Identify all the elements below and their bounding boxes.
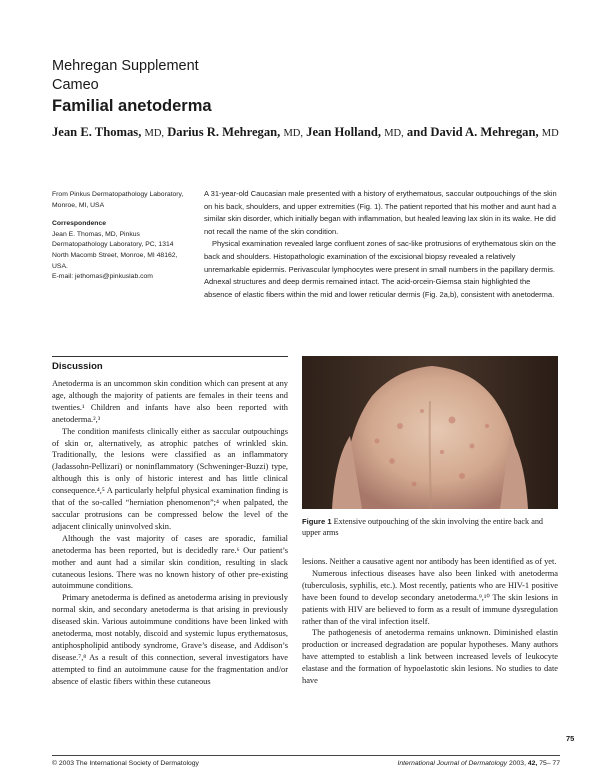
supplement-kicker: Mehregan Supplement (52, 58, 199, 74)
section-kicker: Cameo (52, 77, 99, 93)
figure-caption (302, 516, 558, 538)
footer-journal: International Journal of Dermatology (397, 760, 508, 767)
author-list (52, 125, 559, 140)
correspondence-line: USA. (52, 262, 68, 270)
body-paragraph: Anetoderma is an uncommon skin condition which can present at any age, although the majority of patients are females in their teens and twenties.¹ Children and infants have also been reported with anetoderma.²,³ (52, 379, 288, 424)
clinical-photo (302, 356, 558, 509)
body-paragraph: Primary anetoderma is defined as anetoderma arising in previously normal skin, and secondary anetoderma is that arising in previously diseased skin. Various autoimmune conditions have been linked with anetoderma, most notably, discoid and systemic lupus erythematosus, antiphospholipid antibody syndrome, Grave’s disease, and Addison’s disease.⁷,⁸ As a result of this connection, several investigators have attempted to find an autoimmune cause for the fragmentation and/or absence of elastic fibers within these cutaneous (52, 593, 288, 686)
clinical-photo-illustration (302, 356, 558, 509)
author-name: Jean E. Thomas, (52, 125, 142, 139)
author-name: Darius R. Mehregan, (167, 125, 281, 139)
affiliation-from: From Pinkus Dermatopathology Laboratory, Monroe, MI, USA (52, 191, 184, 209)
correspondence-line: Dermatopathology Laboratory, PC, 1314 (52, 241, 174, 249)
article-title: Familial anetoderma (52, 97, 212, 115)
body-paragraph: Numerous infectious diseases have also been linked with anetoderma (tuberculosis, syphilis, etc.). Most recently, patients who are HIV-1 positive have been found to develop secondary anetoderma.⁹,¹⁰ The skin lesions in patients with HIV are believed to form as a result of immune dysregulation rather than of the viral infection itself. (302, 568, 558, 626)
author-degree: MD, (144, 128, 165, 139)
author-degree: MD (541, 128, 559, 139)
correspondence-heading: Correspondence (52, 220, 107, 228)
author-degree: MD, (384, 128, 404, 139)
body-paragraph: lesions. Neither a causative agent nor antibody has been identified as of yet. (302, 557, 557, 566)
discussion-heading: Discussion (52, 361, 103, 372)
footer-copyright: © 2003 The International Society of Dermatology (52, 760, 199, 767)
footer-year: 2003, (508, 760, 526, 767)
figure-caption-text: Extensive outpouching of the skin involving the entire back and upper arms (302, 517, 544, 537)
author-degree: MD, (283, 128, 304, 139)
discussion-column-left (52, 378, 288, 688)
footer-pages: 75– 77 (539, 760, 560, 767)
body-paragraph: The condition manifests clinically either as saccular outpouchings of skin or, alternatively, as atrophic patches of wrinkled skin. Traditionally, the lesions were classified as an inflammatory (Jadassohn-Pellizari) or noninflammatory (Schweninger-Buzzi) type, although this is only of historic interest and has little clinical consequence.⁴,⁵ A particularly helpful physical examination finding is that of the so-called “herniation phenomenon”;⁴ when palpated, the saccular protrusions can be compressed below the level of the adjacent clinically uninvolved skin. (52, 426, 288, 531)
body-paragraph: The pathogenesis of anetoderma remains unknown. Diminished elastin production or increased degradation are popular hypotheses. Many authors have attempted to establish a link between increased levels of leukocyte elastase and the formation of hypoelastotic skin lesions. No studies to date have (302, 628, 558, 686)
footer-volume: 42, (527, 760, 538, 767)
body-paragraph: Although the vast majority of cases are sporadic, familial anetoderma has been reported, but is decidedly rare.⁶ Our patient’s mother and aunt had a similar skin condition, resulting in slack cutaneous lesions. There was no known history of other pre-existing autoimmune conditions. (52, 533, 288, 591)
affiliation-block (52, 190, 202, 283)
author-name: Jean Holland, (306, 125, 382, 139)
figure-label: Figure 1 (302, 517, 332, 526)
correspondence-line: North Macomb Street, Monroe, MI 48162, (52, 251, 178, 259)
case-abstract (204, 188, 559, 301)
footer-citation (360, 760, 560, 767)
footer-divider (52, 755, 560, 756)
correspondence-email: E-mail: jethomas@pinkuslab.com (52, 273, 153, 281)
abstract-paragraph: A 31-year-old Caucasian male presented with a history of erythematous, saccular outpouchings of the skin on his back, shoulders, and upper extremities (Fig. 1). The patient reported that his mother and aunt had a similar skin disorder, which initially began with inflammation, but healed leaving lax skin in its wake. He did not recall the name of the skin condition. (204, 189, 557, 236)
section-divider (52, 356, 288, 357)
page-number: 75 (566, 734, 575, 743)
author-name: and David A. Mehregan, (406, 125, 539, 139)
abstract-paragraph: Physical examination revealed large confluent zones of sac-like protrusions of erythematous skin on the back and shoulders. Histopathologic examination of the excisional biopsy revealed a relatively unremarkable epidermis. Perivascular lymphocytes were present in small numbers in the papillary dermis. Adnexal structures and deep dermis remained intact. The acid-orcein-Giemsa stain highlighted the absence of elastic fibers within the mid and lower reticular dermis (Fig. 2a,b), consistent with anetoderma. (204, 239, 556, 299)
discussion-column-right (302, 556, 558, 687)
correspondence-line: Jean E. Thomas, MD, Pinkus (52, 230, 140, 238)
